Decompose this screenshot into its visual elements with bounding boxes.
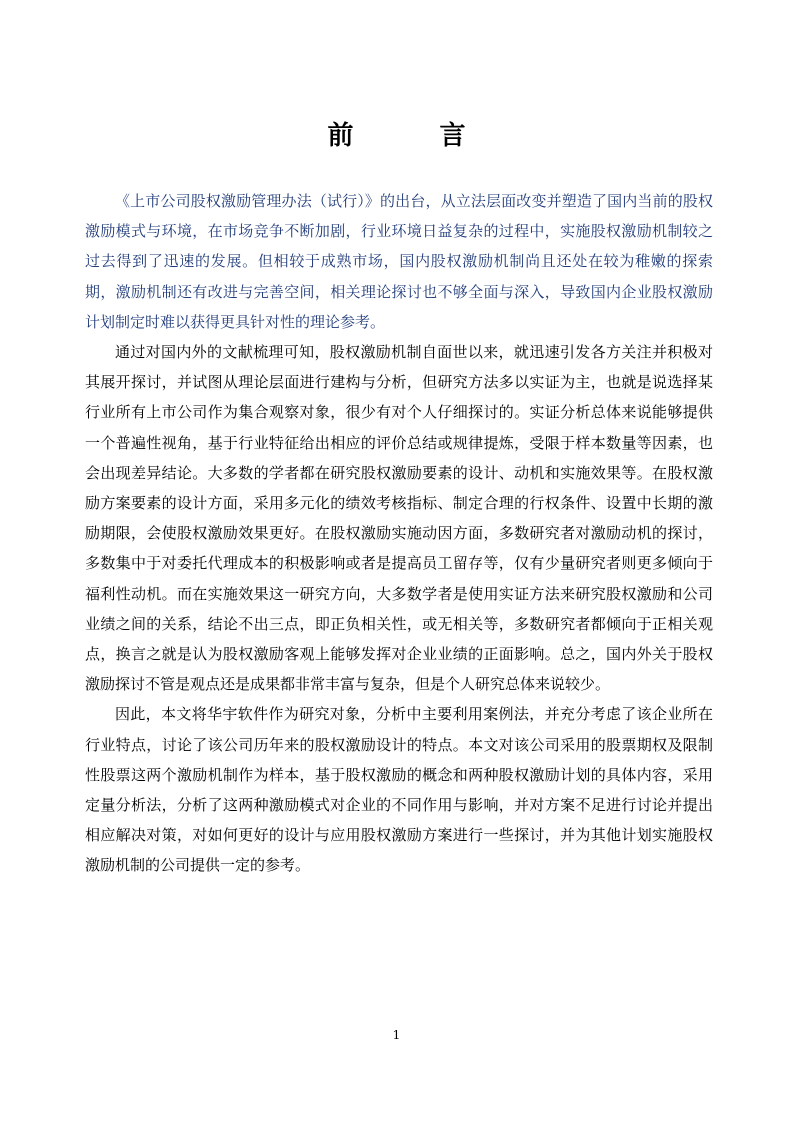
- paragraph-1: 《上市公司股权激励管理办法（试行）》的出台，从立法层面改变并塑造了国内当前的股权激励模式与环境，在市场竞争不断加剧，行业环境日益复杂的过程中，实施股权激励机制较之过去得到了迅速的发展。但相较于成熟市场，国内股权激励机制尚且还处在较为稚嫩的探索期，激励机制还有改进与完善空间，相关理论探讨也不够全面与深入，导致国内企业股权激励计划制定时难以获得更具针对性的理论参考。: [85, 192, 713, 331]
- paragraph-3: 因此，本文将华宇软件作为研究对象，分析中主要利用案例法，并充分考虑了该企业所在行业特点，讨论了该公司历年来的股权激励设计的特点。本文对该公司采用的股票期权及限制性股票这两个激励机制作为样本，基于股权激励的概念和两种股权激励计划的具体内容，采用定量分析法，分析了这两种激励模式对企业的不同作用与影响，并对方案不足进行讨论并提出相应解决对策，对如何更好的设计与应用股权激励方案进行一些探讨，并为其他计划实施股权激励机制的公司提供一定的参考。: [85, 705, 713, 875]
- page-title: 前 言: [327, 121, 496, 151]
- document-body: [85, 186, 713, 881]
- paragraph-2: 通过对国内外的文献梳理可知，股权激励机制自面世以来，就迅速引发各方关注并积极对其展开探讨，并试图从理论层面进行建构与分析，但研究方法多以实证为主，也就是说选择某行业所有上市公司作为集合观察对象，很少有对个人仔细探讨的。实证分析总体来说能够提供一个普遍性视角，基于行业特征给出相应的评价总结或规律提炼，受限于样本数量等因素，也会出现差异结论。大多数的学者都在研究股权激励要素的设计、动机和实施效果等。在股权激励方案要素的设计方面，采用多元化的绩效考核指标、制定合理的行权条件、设置中长期的激励期限，会使股权激励效果更好。在股权激励实施动因方面，多数研究者对激励动机的探讨，多数集中于对委托代理成本的积极影响或者是提高员工留存等，仅有少量研究者则更多倾向于福利性动机。而在实施效果这一研究方向，大多数学者是使用实证方法来研究股权激励和公司业绩之间的关系，结论不出三点，即正负相关性，或无相关等，多数研究者都倾向于正相关观点，换言之就是认为股权激励客观上能够发挥对企业业绩的正面影响。总之，国内外关于股权激励探讨不管是观点还是成果都非常丰富与复杂，但是个人研究总体来说较少。: [85, 343, 713, 694]
- page-number: 1: [392, 1028, 401, 1042]
